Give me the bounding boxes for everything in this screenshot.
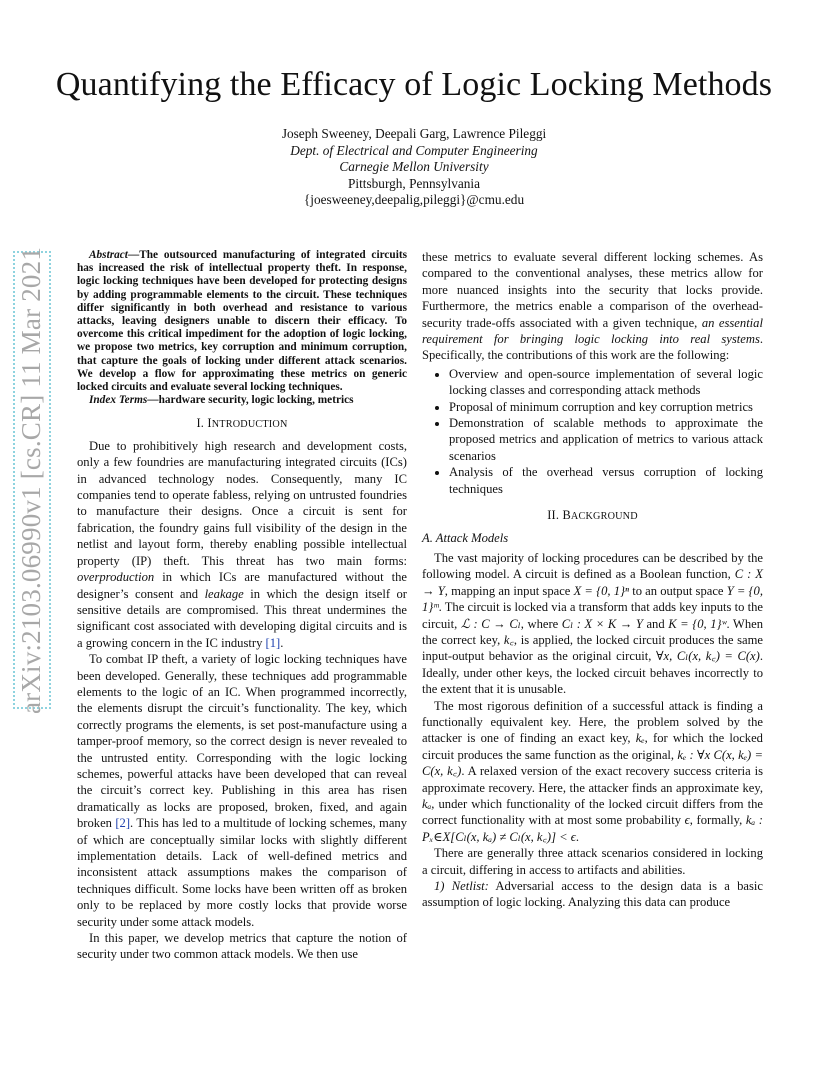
author-location: Pittsburgh, Pennsylvania bbox=[348, 175, 480, 191]
list-item: • Demonstration of scalable methods to approximate the proposed metrics and application of metrics to various attack scenarios bbox=[449, 415, 763, 464]
intro-paragraph-3: In this paper, we develop metrics that capture the notion of security under two common attack models. We then use bbox=[77, 931, 407, 962]
author-block bbox=[0, 126, 828, 209]
right-column bbox=[422, 249, 763, 911]
intro-paragraph-1: Due to prohibitively high research and development costs, only a few foundries are manufacturing integrated circuits (ICs) in advanced technology nodes. Consequently, many IC companies tend to operate fabless, relying on untrusted foundries to manufacture their designs. Once a circuit is sent for fabrication, the foundry gains full visibility of the design in the netlist and layout form, thereby enabling possible intellectual property (IP) theft. This threat has two main forms: overproduction in which ICs are manufactured without the designer’s consent and leakage in which the design itself or sensitive details are compromised. This threat undermines the significant cost associated with developing digital circuits and is a growing concern in the IC industry [1]. bbox=[77, 438, 407, 650]
author-names: Joseph Sweeney, Deepali Garg, Lawrence Pileggi bbox=[281, 126, 547, 141]
list-item: • Analysis of the overhead versus corruption of locking techniques bbox=[449, 464, 763, 497]
index-terms bbox=[77, 394, 407, 407]
abstract bbox=[77, 249, 407, 394]
intro-paragraph-2: To combat IP theft, a variety of logic locking techniques have been developed. Generally, these techniques add programmable elements to the logic of an IC. When programmed incorrectly, the elements disrupt the circuit’s functionality. The key, which correctly programs the elements, is set post-manufacture using a tamper-proof memory, so the correct design is never revealed to the untrusted entity. Corresponding with the logic locking schemes, powerful attacks have been developed that can reveal the circuit’s correct key. Publishing in this area has risen dramatically as locks are proposed, broken, fixed, and again broken [2]. This has led to a multitude of locking schemes, many of which are conceptually similar locks with slightly different implementation details. Lack of well-defined metrics and inconsistent attack assumptions makes the comparison of techniques difficult. Some locks have been written off as broken only to be replaced by more costly locks that provide worse security under some attack models. bbox=[77, 652, 408, 929]
section-heading-background: II. BACKGROUND bbox=[547, 508, 638, 523]
paper-title: Quantifying the Efficacy of Logic Locking Methods bbox=[55, 66, 773, 103]
contributions-list bbox=[422, 366, 763, 497]
author-email: {joesweeney,deepalig,pileggi}@cmu.edu bbox=[303, 192, 525, 207]
abstract-lead: Abstract bbox=[89, 249, 128, 261]
index-terms-lead: Index Terms bbox=[89, 394, 148, 407]
section-heading-intro: I. INTRODUCTION bbox=[196, 416, 288, 431]
subsection-attack-models: A. Attack Models bbox=[422, 530, 509, 545]
abstract-text: —The outsourced manufacturing of integrated circuits has increased the risk of intellectual property theft. In response, logic locking techniques have been developed for protecting designs by adding programmable elements to the circuit. These techniques differ significantly in both overhead and resistance to various attacks, leaving designers unable to discern their efficacy. To overcome this critical impediment for the adoption of logic locking, we propose two metrics, key corruption and minimum corruption, that capture the goals of locking under different attack scenarios. We develop a flow for approximating these metrics on generic locked circuits and evaluate several locking techniques. bbox=[77, 249, 407, 394]
list-item: • Overview and open-source implementation of several logic locking classes and corresponding attack methods bbox=[449, 366, 763, 399]
intro-paragraph-3-continued: these metrics to evaluate several different locking schemes. As compared to the conventional analyses, these metrics allow for more nuanced insights into the security that locks provide. Furthermore, the metrics enable a comparison of the overhead-security trade-offs associated with a given technique, an essential requirement for bringing logic locking into real systems. Specifically, the contributions of this work are the following: bbox=[422, 250, 763, 363]
citation-link[interactable]: [1] bbox=[265, 635, 281, 650]
list-item: • Proposal of minimum corruption and key corruption metrics bbox=[449, 399, 763, 415]
attack-paragraph-2: The most rigorous definition of a successful attack is finding a functionally equivalent key. Here, the problem solved by the attacker is one of finding an exact key, kₑ, for which the locked circuit produces the same function as the original, kₑ : ∀x C(x, kₑ) = C(x, k꜀). A relaxed version of the exact recovery success criteria is approximate recovery. Here, the attacker finds an approximate key, kₐ, under which functionality of the locked circuit differs from the correct functionality with at most some probability ϵ, formally, kₐ : Pₓ∈X[Cₗ(x, kₐ) ≠ Cₗ(x, k꜀)] < ϵ. bbox=[422, 698, 763, 844]
citation-link[interactable]: [2] bbox=[115, 816, 131, 831]
attack-paragraph-1: The vast majority of locking procedures can be described by the following model. A circuit is defined as a Boolean function, C : X → Y, mapping an input space X = {0, 1}ⁿ to an output space Y = {0, 1}ᵐ. The circuit is locked via a transform that adds key inputs to the circuit, ℒ : C → Cₗ, where Cₗ : X × K → Y and K = {0, 1}ʷ. When the correct key, k꜀, is applied, the locked circuit produces the same input-output behavior as the original circuit, ∀x, Cₗ(x, k꜀) = C(x). Ideally, under other keys, the locked circuit behaves incorrectly to the extent that it is unusable. bbox=[422, 550, 764, 697]
left-column bbox=[77, 249, 407, 963]
author-dept: Dept. of Electrical and Computer Engineering bbox=[290, 142, 538, 158]
index-terms-text: —hardware security, logic locking, metrics bbox=[147, 394, 354, 407]
attack-paragraph-3: There are generally three attack scenarios considered in locking a circuit, differing in access to artifacts and abilities. bbox=[422, 846, 763, 877]
arxiv-stamp bbox=[13, 246, 51, 714]
attack-paragraph-4: 1) Netlist: Adversarial access to the design data is a basic assumption of logic locking. Analyzing this data can produce bbox=[422, 879, 763, 910]
author-university: Carnegie Mellon University bbox=[339, 159, 489, 174]
arxiv-id: arXiv:2103.06990v1 [cs.CR] 11 Mar 2021 bbox=[16, 246, 47, 714]
